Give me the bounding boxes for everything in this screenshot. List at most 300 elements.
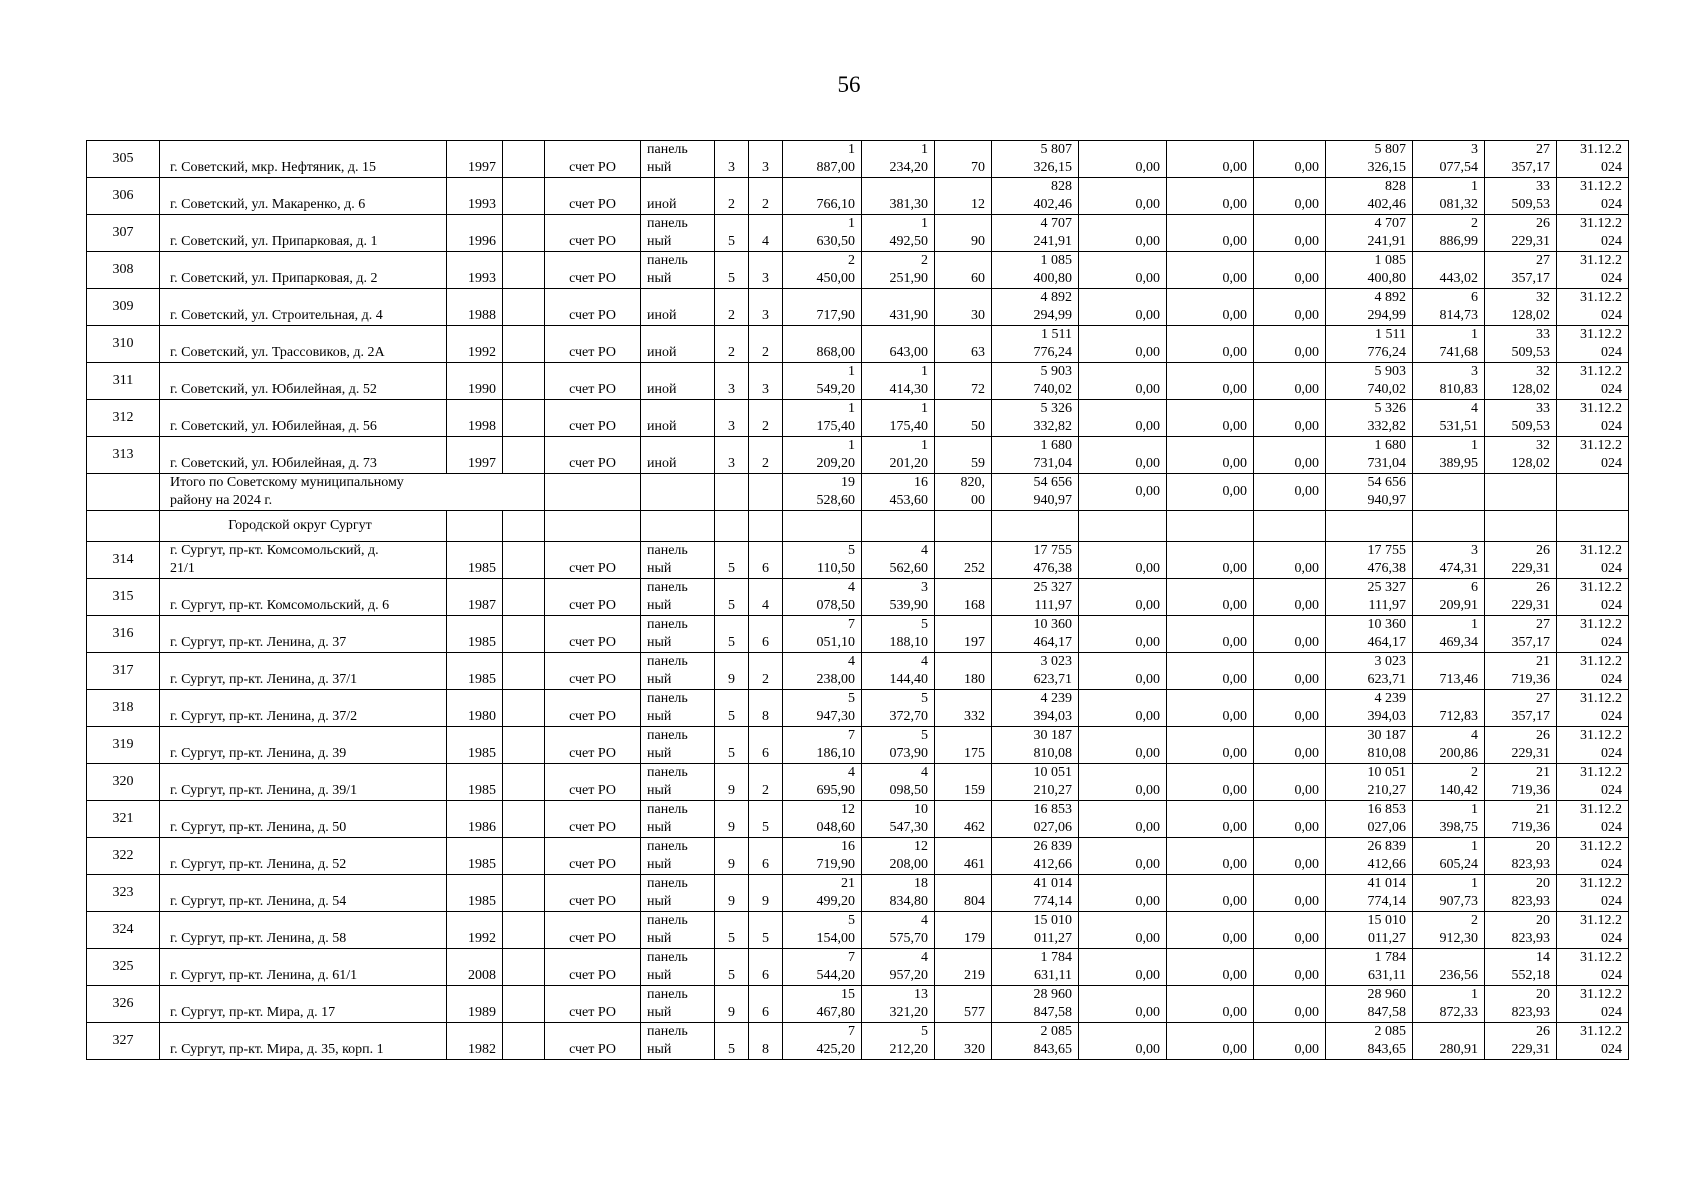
fund-2: 0,00 xyxy=(1167,542,1254,579)
fund-method: счет РО xyxy=(545,437,641,474)
wall-material: панель ный xyxy=(641,252,715,289)
limit-cost: 21 719,36 xyxy=(1485,653,1557,690)
fund-method: счет РО xyxy=(545,801,641,838)
living-area: 1 175,40 xyxy=(862,400,935,437)
cost-total: 30 187 810,08 xyxy=(992,727,1079,764)
fund-3: 0,00 xyxy=(1254,252,1326,289)
address: г. Сургут, пр-кт. Комсомольский, д. 6 xyxy=(160,579,447,616)
row-number: 314 xyxy=(87,542,160,579)
row-number: 312 xyxy=(87,400,160,437)
build-year: 1980 xyxy=(447,690,503,727)
build-year: 1985 xyxy=(447,764,503,801)
total-area: 5 154,00 xyxy=(783,912,862,949)
fund-3: 0,00 xyxy=(1254,289,1326,326)
blank-cell xyxy=(503,326,545,363)
fund-3: 0,00 xyxy=(1254,437,1326,474)
total-fund3: 0,00 xyxy=(1254,474,1326,511)
wall-material: иной xyxy=(641,400,715,437)
floors: 2 xyxy=(715,289,749,326)
wall-material: панель ный xyxy=(641,986,715,1023)
entrances: 2 xyxy=(749,653,783,690)
build-year: 1985 xyxy=(447,653,503,690)
total-area: 717,90 xyxy=(783,289,862,326)
living-area: 5 188,10 xyxy=(862,616,935,653)
fund-3: 0,00 xyxy=(1254,326,1326,363)
fund-2: 0,00 xyxy=(1167,215,1254,252)
fund-2: 0,00 xyxy=(1167,400,1254,437)
row-number: 316 xyxy=(87,616,160,653)
total-area: 868,00 xyxy=(783,326,862,363)
floors: 5 xyxy=(715,949,749,986)
table-row xyxy=(87,949,1629,986)
living-area: 3 539,90 xyxy=(862,579,935,616)
cost-total: 17 755 476,38 xyxy=(992,542,1079,579)
plan-date: 31.12.2 024 xyxy=(1557,616,1629,653)
fund-3: 0,00 xyxy=(1254,838,1326,875)
plan-date: 31.12.2 024 xyxy=(1557,875,1629,912)
total-area: 7 544,20 xyxy=(783,949,862,986)
section-title: Городской округ Сургут xyxy=(160,511,447,542)
entrances: 6 xyxy=(749,616,783,653)
fund-4: 10 051 210,27 xyxy=(1326,764,1413,801)
row-number: 319 xyxy=(87,727,160,764)
address: г. Советский, ул. Юбилейная, д. 73 xyxy=(160,437,447,474)
cost-total: 10 360 464,17 xyxy=(992,616,1079,653)
residents: 60 xyxy=(935,252,992,289)
total-area: 5 947,30 xyxy=(783,690,862,727)
total-area: 15 467,80 xyxy=(783,986,862,1023)
table-row xyxy=(87,727,1629,764)
entrances: 3 xyxy=(749,363,783,400)
build-year: 1986 xyxy=(447,801,503,838)
build-year: 1992 xyxy=(447,912,503,949)
row-number: 305 xyxy=(87,141,160,178)
build-year: 1988 xyxy=(447,289,503,326)
floors: 5 xyxy=(715,579,749,616)
fund-1: 0,00 xyxy=(1079,141,1167,178)
entrances: 5 xyxy=(749,801,783,838)
wall-material: панель ный xyxy=(641,690,715,727)
row-number: 324 xyxy=(87,912,160,949)
fund-2: 0,00 xyxy=(1167,141,1254,178)
entrances: 2 xyxy=(749,178,783,215)
fund-3: 0,00 xyxy=(1254,764,1326,801)
specific-cost: 6 209,91 xyxy=(1413,579,1485,616)
fund-method: счет РО xyxy=(545,875,641,912)
blank-cell xyxy=(503,912,545,949)
residents: 12 xyxy=(935,178,992,215)
total-row xyxy=(87,474,1629,511)
plan-date: 31.12.2 024 xyxy=(1557,437,1629,474)
living-area: 381,30 xyxy=(862,178,935,215)
floors: 5 xyxy=(715,727,749,764)
entrances: 6 xyxy=(749,949,783,986)
fund-4: 828 402,46 xyxy=(1326,178,1413,215)
floors: 5 xyxy=(715,912,749,949)
fund-4: 1 511 776,24 xyxy=(1326,326,1413,363)
fund-4: 1 680 731,04 xyxy=(1326,437,1413,474)
row-number: 318 xyxy=(87,690,160,727)
table-row xyxy=(87,252,1629,289)
address: г. Сургут, пр-кт. Ленина, д. 52 xyxy=(160,838,447,875)
living-area: 5 073,90 xyxy=(862,727,935,764)
blank-cell xyxy=(503,178,545,215)
fund-2: 0,00 xyxy=(1167,690,1254,727)
limit-cost: 32 128,02 xyxy=(1485,363,1557,400)
fund-3: 0,00 xyxy=(1254,653,1326,690)
table-row xyxy=(87,215,1629,252)
specific-cost: 443,02 xyxy=(1413,252,1485,289)
living-area: 4 562,60 xyxy=(862,542,935,579)
fund-method: счет РО xyxy=(545,949,641,986)
total-area: 7 425,20 xyxy=(783,1023,862,1060)
fund-3: 0,00 xyxy=(1254,141,1326,178)
table-row xyxy=(87,764,1629,801)
fund-2: 0,00 xyxy=(1167,252,1254,289)
cost-total: 4 707 241,91 xyxy=(992,215,1079,252)
blank-cell xyxy=(503,727,545,764)
floors: 9 xyxy=(715,875,749,912)
fund-3: 0,00 xyxy=(1254,1023,1326,1060)
fund-method: счет РО xyxy=(545,400,641,437)
fund-3: 0,00 xyxy=(1254,801,1326,838)
fund-2: 0,00 xyxy=(1167,912,1254,949)
residents: 332 xyxy=(935,690,992,727)
row-number: 308 xyxy=(87,252,160,289)
table-body-sovetsky xyxy=(87,141,1629,474)
table-row xyxy=(87,326,1629,363)
plan-date: 31.12.2 024 xyxy=(1557,986,1629,1023)
fund-4: 4 239 394,03 xyxy=(1326,690,1413,727)
table-row xyxy=(87,616,1629,653)
build-year: 1985 xyxy=(447,838,503,875)
fund-4: 17 755 476,38 xyxy=(1326,542,1413,579)
limit-cost: 26 229,31 xyxy=(1485,542,1557,579)
fund-1: 0,00 xyxy=(1079,690,1167,727)
residents: 175 xyxy=(935,727,992,764)
fund-3: 0,00 xyxy=(1254,400,1326,437)
total-area2: 16 453,60 xyxy=(862,474,935,511)
fund-1: 0,00 xyxy=(1079,437,1167,474)
living-area: 1 234,20 xyxy=(862,141,935,178)
living-area: 1 201,20 xyxy=(862,437,935,474)
limit-cost: 27 357,17 xyxy=(1485,616,1557,653)
specific-cost: 4 531,51 xyxy=(1413,400,1485,437)
residents: 179 xyxy=(935,912,992,949)
total-area: 12 048,60 xyxy=(783,801,862,838)
fund-method: счет РО xyxy=(545,215,641,252)
cost-total: 1 511 776,24 xyxy=(992,326,1079,363)
floors: 5 xyxy=(715,215,749,252)
plan-date: 31.12.2 024 xyxy=(1557,141,1629,178)
cost-total: 3 023 623,71 xyxy=(992,653,1079,690)
blank-cell xyxy=(503,838,545,875)
living-area: 10 547,30 xyxy=(862,801,935,838)
plan-date: 31.12.2 024 xyxy=(1557,764,1629,801)
limit-cost: 20 823,93 xyxy=(1485,912,1557,949)
fund-1: 0,00 xyxy=(1079,727,1167,764)
residents: 462 xyxy=(935,801,992,838)
specific-cost: 712,83 xyxy=(1413,690,1485,727)
floors: 9 xyxy=(715,801,749,838)
cost-total: 5 807 326,15 xyxy=(992,141,1079,178)
fund-2: 0,00 xyxy=(1167,178,1254,215)
limit-cost: 33 509,53 xyxy=(1485,178,1557,215)
limit-cost: 14 552,18 xyxy=(1485,949,1557,986)
floors: 3 xyxy=(715,141,749,178)
table-row xyxy=(87,400,1629,437)
table-row xyxy=(87,986,1629,1023)
total-residents: 820, 00 xyxy=(935,474,992,511)
cost-total: 10 051 210,27 xyxy=(992,764,1079,801)
table-row xyxy=(87,579,1629,616)
table-row xyxy=(87,542,1629,579)
plan-date: 31.12.2 024 xyxy=(1557,400,1629,437)
entrances: 6 xyxy=(749,542,783,579)
fund-4: 2 085 843,65 xyxy=(1326,1023,1413,1060)
entrances: 5 xyxy=(749,912,783,949)
build-year: 1985 xyxy=(447,727,503,764)
floors: 5 xyxy=(715,252,749,289)
row-number: 325 xyxy=(87,949,160,986)
address: г. Советский, ул. Припарковая, д. 1 xyxy=(160,215,447,252)
residents: 197 xyxy=(935,616,992,653)
residents: 72 xyxy=(935,363,992,400)
table-row xyxy=(87,363,1629,400)
floors: 2 xyxy=(715,326,749,363)
row-number: 307 xyxy=(87,215,160,252)
row-number: 322 xyxy=(87,838,160,875)
build-year: 1985 xyxy=(447,875,503,912)
living-area: 643,00 xyxy=(862,326,935,363)
limit-cost: 33 509,53 xyxy=(1485,326,1557,363)
capital-repair-table xyxy=(86,140,1629,1060)
fund-method: счет РО xyxy=(545,616,641,653)
fund-3: 0,00 xyxy=(1254,690,1326,727)
row-number: 323 xyxy=(87,875,160,912)
address: г. Сургут, пр-кт. Ленина, д. 58 xyxy=(160,912,447,949)
living-area: 12 208,00 xyxy=(862,838,935,875)
blank-cell xyxy=(503,542,545,579)
fund-4: 5 326 332,82 xyxy=(1326,400,1413,437)
wall-material: панель ный xyxy=(641,875,715,912)
entrances: 2 xyxy=(749,437,783,474)
fund-4: 1 784 631,11 xyxy=(1326,949,1413,986)
fund-2: 0,00 xyxy=(1167,326,1254,363)
fund-method: счет РО xyxy=(545,838,641,875)
fund-1: 0,00 xyxy=(1079,764,1167,801)
table-body-total xyxy=(87,474,1629,542)
address: г. Сургут, пр-кт. Ленина, д. 37/1 xyxy=(160,653,447,690)
total-label: Итого по Советскому муниципальному району на 2024 г. xyxy=(160,474,545,511)
plan-date: 31.12.2 024 xyxy=(1557,363,1629,400)
row-number: 317 xyxy=(87,653,160,690)
blank-cell xyxy=(503,986,545,1023)
specific-cost: 1 605,24 xyxy=(1413,838,1485,875)
plan-date: 31.12.2 024 xyxy=(1557,542,1629,579)
fund-3: 0,00 xyxy=(1254,986,1326,1023)
fund-method: счет РО xyxy=(545,252,641,289)
fund-1: 0,00 xyxy=(1079,326,1167,363)
cost-total: 1 085 400,80 xyxy=(992,252,1079,289)
total-area: 1 630,50 xyxy=(783,215,862,252)
residents: 59 xyxy=(935,437,992,474)
fund-1: 0,00 xyxy=(1079,875,1167,912)
total-area: 7 186,10 xyxy=(783,727,862,764)
wall-material: иной xyxy=(641,363,715,400)
address: г. Сургут, пр-кт. Ленина, д. 37/2 xyxy=(160,690,447,727)
plan-date: 31.12.2 024 xyxy=(1557,178,1629,215)
living-area: 4 575,70 xyxy=(862,912,935,949)
living-area: 1 414,30 xyxy=(862,363,935,400)
blank-cell xyxy=(503,363,545,400)
residents: 70 xyxy=(935,141,992,178)
wall-material: панель ный xyxy=(641,141,715,178)
build-year: 1982 xyxy=(447,1023,503,1060)
plan-date: 31.12.2 024 xyxy=(1557,838,1629,875)
page-number: 56 xyxy=(837,72,861,97)
wall-material: панель ный xyxy=(641,542,715,579)
build-year: 2008 xyxy=(447,949,503,986)
floors: 9 xyxy=(715,653,749,690)
plan-date: 31.12.2 024 xyxy=(1557,579,1629,616)
residents: 50 xyxy=(935,400,992,437)
specific-cost: 2 886,99 xyxy=(1413,215,1485,252)
fund-method: счет РО xyxy=(545,178,641,215)
cost-total: 4 239 394,03 xyxy=(992,690,1079,727)
table-row xyxy=(87,690,1629,727)
fund-3: 0,00 xyxy=(1254,542,1326,579)
limit-cost: 21 719,36 xyxy=(1485,801,1557,838)
fund-method: счет РО xyxy=(545,1023,641,1060)
wall-material: панель ный xyxy=(641,1023,715,1060)
table-row xyxy=(87,289,1629,326)
blank-cell xyxy=(503,801,545,838)
build-year: 1997 xyxy=(447,437,503,474)
plan-date: 31.12.2 024 xyxy=(1557,326,1629,363)
fund-method: счет РО xyxy=(545,764,641,801)
cost-total: 15 010 011,27 xyxy=(992,912,1079,949)
specific-cost: 280,91 xyxy=(1413,1023,1485,1060)
build-year: 1993 xyxy=(447,178,503,215)
limit-cost: 27 357,17 xyxy=(1485,252,1557,289)
fund-2: 0,00 xyxy=(1167,838,1254,875)
build-year: 1996 xyxy=(447,215,503,252)
limit-cost: 27 357,17 xyxy=(1485,141,1557,178)
row-number: 327 xyxy=(87,1023,160,1060)
blank-cell xyxy=(503,400,545,437)
total-fund1: 0,00 xyxy=(1079,474,1167,511)
address: г. Сургут, пр-кт. Ленина, д. 61/1 xyxy=(160,949,447,986)
specific-cost: 3 810,83 xyxy=(1413,363,1485,400)
address: г. Советский, ул. Юбилейная, д. 56 xyxy=(160,400,447,437)
table-row xyxy=(87,178,1629,215)
fund-2: 0,00 xyxy=(1167,986,1254,1023)
residents: 320 xyxy=(935,1023,992,1060)
blank-cell xyxy=(503,252,545,289)
entrances: 8 xyxy=(749,1023,783,1060)
fund-3: 0,00 xyxy=(1254,727,1326,764)
table-row xyxy=(87,912,1629,949)
fund-2: 0,00 xyxy=(1167,801,1254,838)
section-row xyxy=(87,511,1629,542)
living-area: 4 957,20 xyxy=(862,949,935,986)
limit-cost: 20 823,93 xyxy=(1485,875,1557,912)
plan-date: 31.12.2 024 xyxy=(1557,1023,1629,1060)
row-number: 315 xyxy=(87,579,160,616)
cost-total: 828 402,46 xyxy=(992,178,1079,215)
fund-method: счет РО xyxy=(545,986,641,1023)
fund-1: 0,00 xyxy=(1079,579,1167,616)
residents: 90 xyxy=(935,215,992,252)
floors: 5 xyxy=(715,542,749,579)
total-fund4: 54 656 940,97 xyxy=(1326,474,1413,511)
living-area: 18 834,80 xyxy=(862,875,935,912)
build-year: 1993 xyxy=(447,252,503,289)
limit-cost: 33 509,53 xyxy=(1485,400,1557,437)
fund-method: счет РО xyxy=(545,141,641,178)
fund-2: 0,00 xyxy=(1167,437,1254,474)
fund-1: 0,00 xyxy=(1079,986,1167,1023)
table-row xyxy=(87,1023,1629,1060)
residents: 180 xyxy=(935,653,992,690)
specific-cost: 236,56 xyxy=(1413,949,1485,986)
wall-material: панель ный xyxy=(641,912,715,949)
limit-cost: 20 823,93 xyxy=(1485,986,1557,1023)
specific-cost: 1 469,34 xyxy=(1413,616,1485,653)
entrances: 3 xyxy=(749,252,783,289)
entrances: 6 xyxy=(749,727,783,764)
cost-total: 5 326 332,82 xyxy=(992,400,1079,437)
fund-2: 0,00 xyxy=(1167,579,1254,616)
wall-material: панель ный xyxy=(641,949,715,986)
cost-total: 41 014 774,14 xyxy=(992,875,1079,912)
table-row xyxy=(87,141,1629,178)
living-area: 5 372,70 xyxy=(862,690,935,727)
fund-4: 30 187 810,08 xyxy=(1326,727,1413,764)
address: г. Сургут, пр-кт. Ленина, д. 39/1 xyxy=(160,764,447,801)
residents: 159 xyxy=(935,764,992,801)
fund-4: 15 010 011,27 xyxy=(1326,912,1413,949)
fund-1: 0,00 xyxy=(1079,400,1167,437)
cost-total: 26 839 412,66 xyxy=(992,838,1079,875)
residents: 461 xyxy=(935,838,992,875)
living-area: 13 321,20 xyxy=(862,986,935,1023)
floors: 5 xyxy=(715,1023,749,1060)
address: г. Сургут, пр-кт. Ленина, д. 54 xyxy=(160,875,447,912)
entrances: 6 xyxy=(749,838,783,875)
fund-method: счет РО xyxy=(545,579,641,616)
cost-total: 28 960 847,58 xyxy=(992,986,1079,1023)
fund-3: 0,00 xyxy=(1254,579,1326,616)
limit-cost: 26 229,31 xyxy=(1485,727,1557,764)
specific-cost: 1 081,32 xyxy=(1413,178,1485,215)
entrances: 2 xyxy=(749,326,783,363)
plan-date: 31.12.2 024 xyxy=(1557,289,1629,326)
fund-2: 0,00 xyxy=(1167,727,1254,764)
wall-material: панель ный xyxy=(641,616,715,653)
address: г. Сургут, пр-кт. Ленина, д. 50 xyxy=(160,801,447,838)
entrances: 6 xyxy=(749,986,783,1023)
address: г. Сургут, пр-кт. Ленина, д. 39 xyxy=(160,727,447,764)
living-area: 431,90 xyxy=(862,289,935,326)
plan-date: 31.12.2 024 xyxy=(1557,801,1629,838)
fund-4: 5 903 740,02 xyxy=(1326,363,1413,400)
cost-total: 5 903 740,02 xyxy=(992,363,1079,400)
wall-material: панель ный xyxy=(641,653,715,690)
table-body-surgut xyxy=(87,542,1629,1060)
address: г. Советский, ул. Припарковая, д. 2 xyxy=(160,252,447,289)
